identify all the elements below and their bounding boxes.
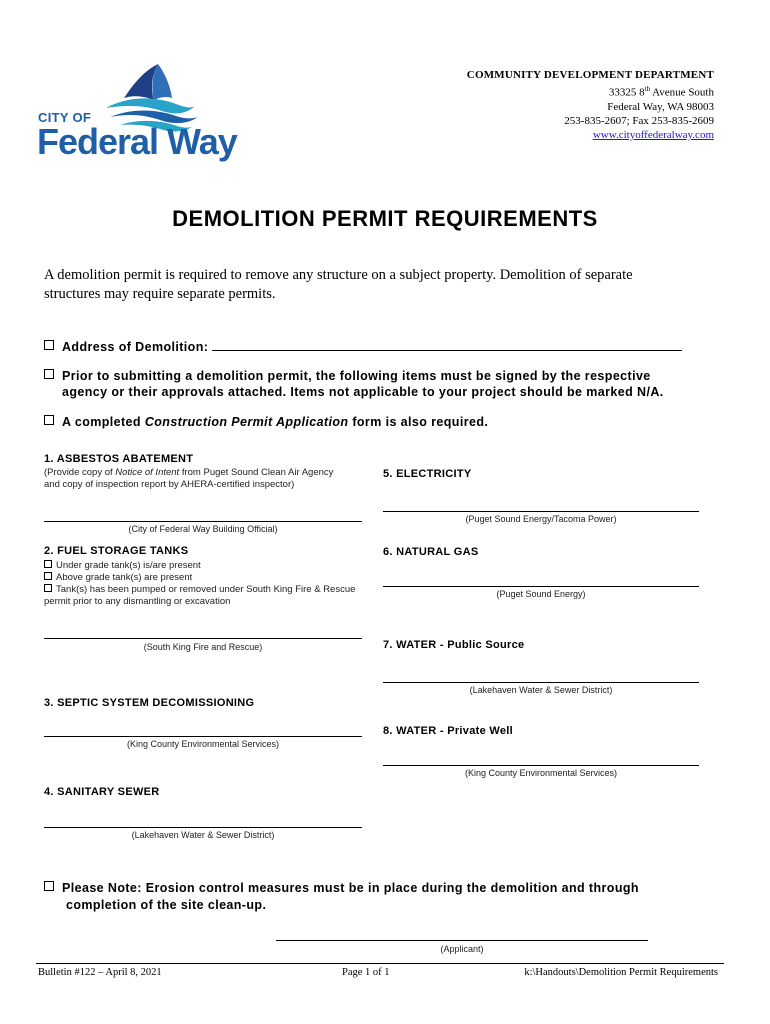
- application-checkbox[interactable]: [44, 415, 54, 425]
- prior-submitting-row: [44, 368, 734, 400]
- sewer-signature-line[interactable]: [44, 827, 362, 828]
- electricity-title: 5. ELECTRICITY: [383, 468, 472, 480]
- prior-line-2: agency or their approvals attached. Items not applicable to your project should be marked N/A.: [62, 385, 664, 399]
- applicant-signature-line[interactable]: [276, 940, 648, 941]
- asbestos-title: 1. ASBESTOS ABATEMENT: [44, 453, 194, 465]
- website-link[interactable]: www.cityoffederalway.com: [592, 128, 714, 141]
- septic-signature-line[interactable]: [44, 736, 362, 737]
- department-city: Federal Way, WA 98003: [607, 100, 714, 113]
- water-well-caption: (King County Environmental Services): [464, 768, 618, 778]
- department-block: [467, 68, 714, 142]
- water-well-signature-line[interactable]: [383, 765, 699, 766]
- electricity-signature-line[interactable]: [383, 511, 699, 512]
- applicant-caption: (Applicant): [440, 944, 484, 954]
- application-row: [44, 415, 488, 429]
- water-public-signature-line[interactable]: [383, 682, 699, 683]
- logo-federal-way-text: Federal Way: [37, 121, 237, 162]
- logo-city-of-text: CITY OF: [38, 110, 92, 125]
- address-label: Address of Demolition:: [62, 340, 209, 354]
- septic-caption: (King County Environmental Services): [126, 739, 280, 749]
- intro-paragraph: A demolition permit is required to remove any structure on a subject property. Demolition of separate structures may require separate permits.: [44, 267, 633, 302]
- under-grade-checkbox[interactable]: [44, 560, 52, 568]
- erosion-line-2: completion of the site clean-up.: [66, 898, 267, 912]
- page-title: DEMOLITION PERMIT REQUIREMENTS: [172, 206, 598, 231]
- address-input[interactable]: [212, 340, 682, 351]
- department-address: 33325 8th Avenue South: [608, 85, 714, 99]
- above-grade-checkbox[interactable]: [44, 572, 52, 580]
- sewer-title: 4. SANITARY SEWER: [44, 786, 160, 798]
- erosion-note: [44, 880, 734, 914]
- water-well-title: 8. WATER - Private Well: [383, 725, 513, 737]
- footer-rule: [36, 963, 724, 964]
- water-public-title: 7. WATER - Public Source: [383, 639, 525, 651]
- electricity-caption: (Puget Sound Energy/Tacoma Power): [465, 514, 617, 524]
- fuel-tanks-list: Under grade tank(s) is/are present Above grade tank(s) are present Tank(s) has been pumped or removed under South King Fire & Rescue permit prior to any dismantling or excavation: [44, 560, 356, 607]
- tank-pumped-checkbox[interactable]: [44, 584, 52, 592]
- address-row: [44, 340, 682, 354]
- prior-checkbox[interactable]: [44, 369, 54, 379]
- fuel-tanks-signature-line[interactable]: [44, 638, 362, 639]
- footer-file-path: k:\Handouts\Demolition Permit Requirements: [524, 967, 718, 978]
- natural-gas-title: 6. NATURAL GAS: [383, 546, 479, 558]
- natural-gas-caption: (Puget Sound Energy): [496, 589, 586, 599]
- footer-bulletin: Bulletin #122 – April 8, 2021: [38, 967, 162, 978]
- erosion-checkbox[interactable]: [44, 881, 54, 891]
- application-text-b: form is also required.: [348, 415, 489, 429]
- application-form-name: Construction Permit Application: [144, 415, 349, 429]
- fuel-tanks-caption: (South King Fire and Rescue): [143, 642, 263, 652]
- asbestos-signature-line[interactable]: [44, 521, 362, 522]
- water-public-caption: (Lakehaven Water & Sewer District): [469, 685, 613, 695]
- footer-page-number: Page 1 of 1: [342, 967, 390, 978]
- department-name: COMMUNITY DEVELOPMENT DEPARTMENT: [466, 69, 714, 81]
- natural-gas-signature-line[interactable]: [383, 586, 699, 587]
- asbestos-caption: (City of Federal Way Building Official): [128, 524, 278, 534]
- department-phone: 253-835-2607; Fax 253-835-2609: [564, 114, 714, 127]
- erosion-line-1: Please Note: Erosion control measures must be in place during the demolition and through: [62, 881, 639, 895]
- septic-title: 3. SEPTIC SYSTEM DECOMISSIONING: [44, 697, 255, 709]
- application-text-a: A completed: [62, 415, 145, 429]
- sewer-caption: (Lakehaven Water & Sewer District): [131, 830, 275, 840]
- prior-line-1: Prior to submitting a demolition permit, the following items must be signed by the respective: [62, 369, 651, 383]
- asbestos-note: (Provide copy of Notice of Intent from Puget Sound Clean Air Agency and copy of inspection report by AHERA-certified inspector): [44, 467, 334, 490]
- fuel-tanks-title: 2. FUEL STORAGE TANKS: [44, 545, 189, 557]
- address-checkbox[interactable]: [44, 340, 54, 350]
